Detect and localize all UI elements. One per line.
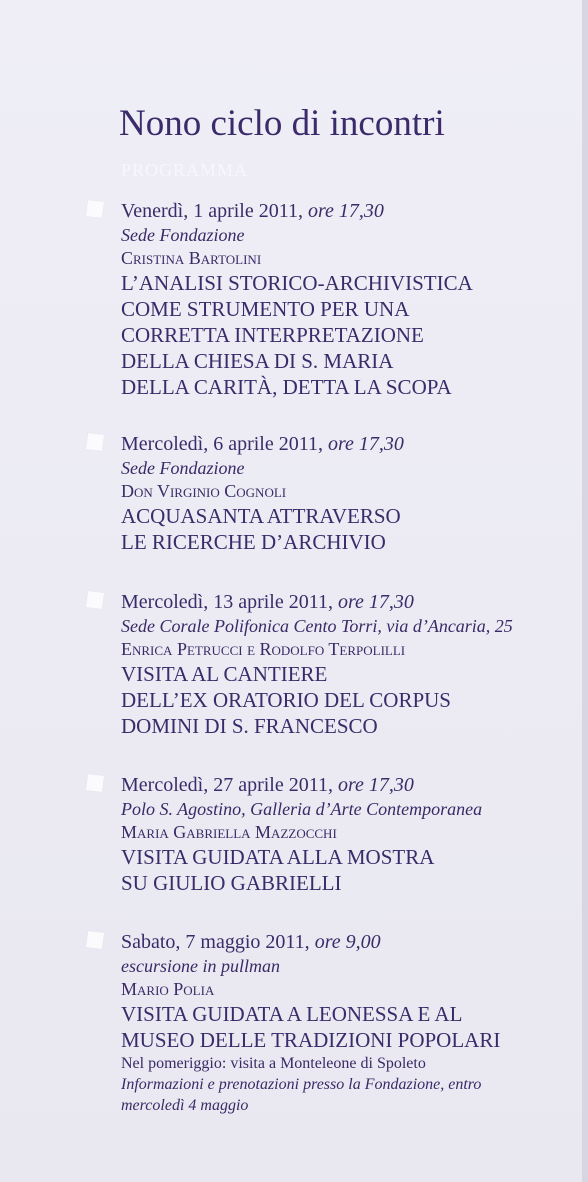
- event-date-line: [121, 431, 576, 457]
- event-info-line: mercoledì 4 maggio: [121, 1097, 249, 1114]
- event-time: ore 9,00: [314, 931, 381, 953]
- event-topic-line: COME STRUMENTO PER UNA: [121, 297, 410, 321]
- bullet-icon: [86, 433, 104, 451]
- event-topic-line: DELL’EX ORATORIO DEL CORPUS: [121, 688, 451, 712]
- event-5: [121, 929, 576, 1116]
- event-info-line: Informazioni e prenotazioni presso la Fondazione, entro: [121, 1076, 482, 1093]
- page-edge: [582, 0, 588, 1182]
- event-speaker: Maria Gabriella Mazzocchi: [121, 822, 337, 842]
- bullet-icon: [86, 774, 104, 792]
- event-speaker: Mario Polia: [121, 979, 215, 999]
- event-time: ore 17,30: [307, 200, 384, 222]
- event-time: ore 17,30: [327, 433, 404, 455]
- event-topic-line: DELLA CHIESA DI S. MARIA: [121, 349, 394, 373]
- bullet-icon: [86, 931, 104, 949]
- event-date: Venerdì, 1 aprile 2011,: [121, 200, 303, 222]
- event-topic-line: VISITA AL CANTIERE: [121, 662, 328, 686]
- event-date-line: [121, 589, 576, 615]
- event-topic-line: CORRETTA INTERPRETAZIONE: [121, 323, 424, 347]
- bullet-icon: [86, 591, 104, 609]
- event-date: Mercoledì, 6 aprile 2011,: [121, 433, 323, 455]
- event-speaker: Cristina Bartolini: [121, 248, 262, 268]
- event-3: [121, 589, 576, 739]
- event-topic-line: LE RICERCHE D’ARCHIVIO: [121, 530, 386, 554]
- event-date-line: [121, 772, 576, 798]
- programme-label: PROGRAMMA: [121, 160, 249, 180]
- event-topic-line: VISITA GUIDATA A LEONESSA E AL: [121, 1002, 463, 1026]
- event-venue: escursione in pullman: [121, 956, 280, 976]
- event-date: Mercoledì, 13 aprile 2011,: [121, 591, 333, 613]
- event-time: ore 17,30: [337, 591, 414, 613]
- event-venue: Sede Fondazione: [121, 458, 245, 478]
- event-1: [121, 198, 576, 400]
- event-speaker: Enrica Petrucci e Rodolfo Terpolilli: [121, 639, 406, 659]
- event-venue: Sede Fondazione: [121, 225, 245, 245]
- event-topic-line: ACQUASANTA ATTRAVERSO: [121, 504, 401, 528]
- event-venue: Sede Corale Polifonica Cento Torri, via d’Ancaria, 25: [121, 616, 513, 636]
- event-venue: Polo S. Agostino, Galleria d’Arte Contemporanea: [121, 799, 483, 819]
- event-note: Nel pomeriggio: visita a Monteleone di Spoleto: [121, 1055, 426, 1072]
- event-topic-line: VISITA GUIDATA ALLA MOSTRA: [121, 845, 435, 869]
- event-topic-line: DOMINI DI S. FRANCESCO: [121, 714, 378, 738]
- event-topic-line: DELLA CARITÀ, DETTA LA SCOPA: [121, 375, 452, 399]
- event-topic-line: MUSEO DELLE TRADIZIONI POPOLARI: [121, 1028, 501, 1052]
- event-2: [121, 431, 576, 555]
- event-date-line: [121, 198, 576, 224]
- event-topic-line: SU GIULIO GABRIELLI: [121, 871, 342, 895]
- event-time: ore 17,30: [337, 774, 414, 796]
- event-4: [121, 772, 576, 896]
- bullet-icon: [86, 200, 104, 218]
- event-date-line: [121, 929, 576, 955]
- event-topic-line: L’ANALISI STORICO-ARCHIVISTICA: [121, 271, 473, 295]
- page-title: Nono ciclo di incontri: [119, 103, 445, 144]
- event-speaker: Don Virginio Cognoli: [121, 481, 287, 501]
- event-date: Mercoledì, 27 aprile 2011,: [121, 774, 333, 796]
- event-date: Sabato, 7 maggio 2011,: [121, 931, 310, 953]
